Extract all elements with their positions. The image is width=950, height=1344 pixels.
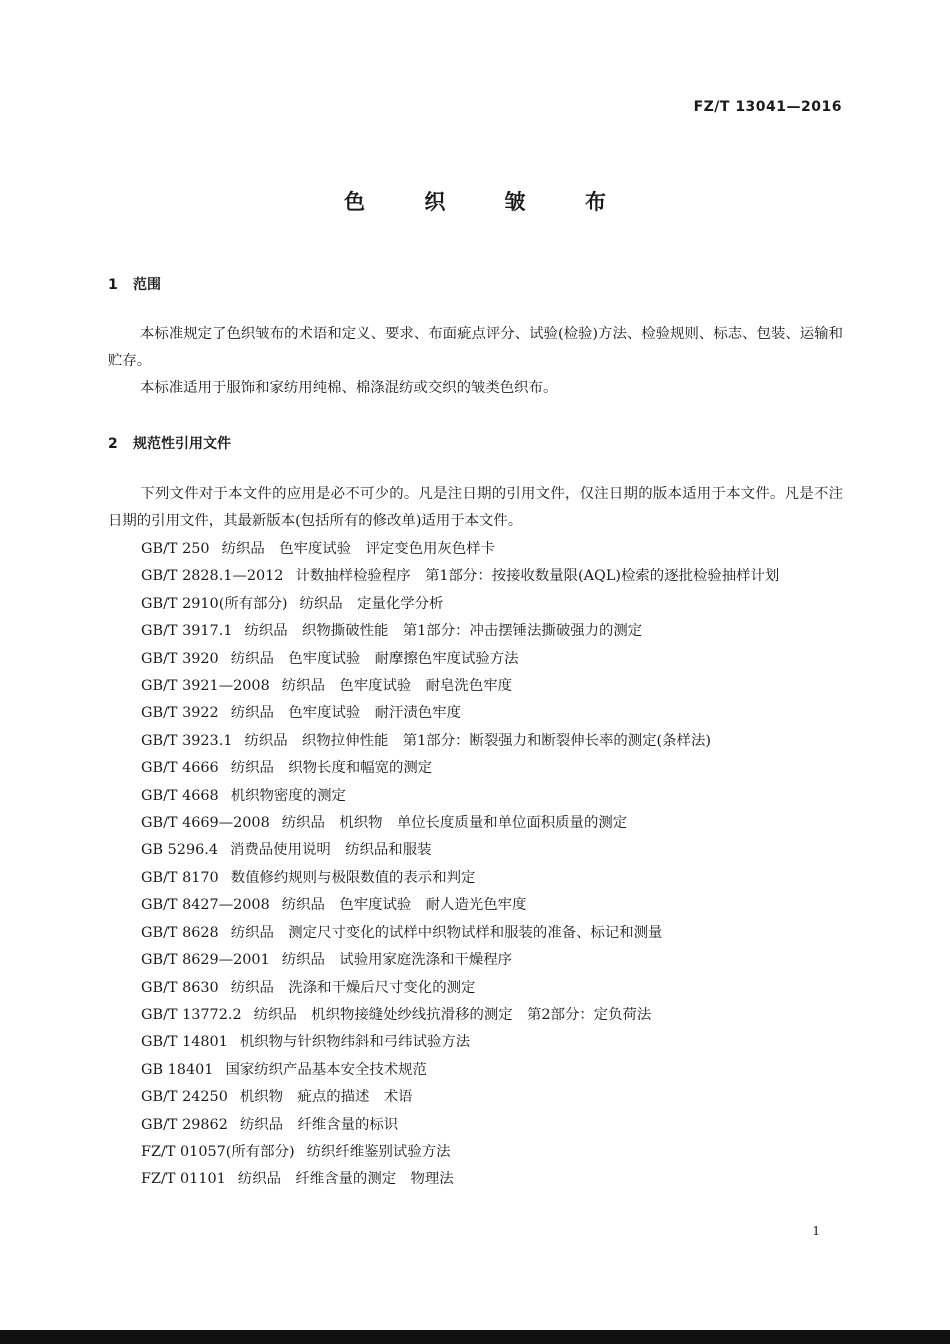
reference-code: GB/T 8628 xyxy=(141,924,219,941)
reference-title: 纺织品 试验用家庭洗涤和干燥程序 xyxy=(281,952,512,969)
reference-title: 纺织品 色牢度试验 耐人造光色牢度 xyxy=(281,897,527,914)
reference-code: GB/T 3917.1 xyxy=(141,623,233,640)
reference-item xyxy=(108,1029,843,1056)
reference-code: GB 5296.4 xyxy=(141,842,218,859)
reference-title: 纺织品 洗涤和干燥后尺寸变化的测定 xyxy=(230,979,476,996)
reference-title: 消费品使用说明 纺织品和服装 xyxy=(230,842,432,859)
reference-item xyxy=(108,673,843,700)
reference-code: GB/T 4669—2008 xyxy=(141,815,270,832)
reference-code: GB/T 29862 xyxy=(141,1116,228,1133)
reference-title: 纺织品 纤维含量的测定 物理法 xyxy=(237,1171,454,1188)
section-2-heading xyxy=(108,433,231,453)
normative-references-list xyxy=(108,536,843,1194)
document-title: 色 织 皱 布 xyxy=(344,190,632,214)
reference-item xyxy=(108,975,843,1002)
reference-code: GB/T 8427—2008 xyxy=(141,897,270,914)
paragraph-text: 本标准规定了色织皱布的术语和定义、要求、布面疵点评分、试验(检验)方法、检验规则、标志、包装、运输和贮存。 xyxy=(108,326,843,369)
reference-title: 纺织纤维鉴别试验方法 xyxy=(306,1143,451,1160)
section-number: 2 xyxy=(108,436,118,452)
reference-title: 纺织品 机织物接缝处纱线抗滑移的测定 第2部分：定负荷法 xyxy=(253,1006,652,1023)
reference-title: 纺织品 色牢度试验 耐摩擦色牢度试验方法 xyxy=(230,650,519,667)
section-number: 1 xyxy=(108,277,118,293)
paragraph-text: 本标准适用于服饰和家纺用纯棉、棉涤混纺或交织的皱类色织布。 xyxy=(140,380,558,396)
reference-item xyxy=(108,920,843,947)
reference-title: 纺织品 织物拉伸性能 第1部分：断裂强力和断裂伸长率的测定(条样法) xyxy=(244,732,711,749)
reference-code: GB/T 4668 xyxy=(141,787,219,804)
reference-item xyxy=(108,865,843,892)
reference-title: 纺织品 纤维含量的标识 xyxy=(239,1116,399,1133)
reference-title: 数值修约规则与极限数值的表示和判定 xyxy=(230,869,476,886)
reference-item xyxy=(108,783,843,810)
page-number: 1 xyxy=(812,1224,820,1238)
reference-code: GB/T 3923.1 xyxy=(141,732,233,749)
reference-item xyxy=(108,1057,843,1084)
reference-item xyxy=(108,755,843,782)
section-1-paragraph-2 xyxy=(108,375,843,402)
reference-item xyxy=(108,536,843,563)
reference-code: GB/T 3920 xyxy=(141,650,219,667)
reference-title: 纺织品 色牢度试验 耐皂洗色牢度 xyxy=(281,678,512,695)
reference-code: GB/T 250 xyxy=(141,541,210,557)
reference-title: 国家纺织产品基本安全技术规范 xyxy=(225,1061,427,1078)
reference-code: GB/T 8170 xyxy=(141,869,219,886)
reference-code: GB 18401 xyxy=(141,1061,214,1078)
reference-item xyxy=(108,563,843,590)
reference-code: FZ/T 01057(所有部分) xyxy=(141,1143,295,1160)
reference-code: GB/T 2910(所有部分) xyxy=(141,595,288,612)
reference-code: GB/T 4666 xyxy=(141,760,219,777)
section-title: 规范性引用文件 xyxy=(133,436,231,452)
reference-item xyxy=(108,1084,843,1111)
reference-item xyxy=(108,646,843,673)
reference-code: GB/T 3921—2008 xyxy=(141,678,270,695)
reference-code: GB/T 8629—2001 xyxy=(141,952,270,969)
reference-title: 机织物与针织物纬斜和弓纬试验方法 xyxy=(239,1034,471,1051)
reference-item xyxy=(108,1112,843,1139)
section-2-paragraph-1 xyxy=(108,481,843,535)
reference-code: GB/T 13772.2 xyxy=(141,1006,242,1023)
reference-title: 计数抽样检验程序 第1部分：按接收数量限(AQL)检索的逐批检验抽样计划 xyxy=(295,568,780,585)
reference-item xyxy=(108,837,843,864)
reference-item xyxy=(108,810,843,837)
reference-item xyxy=(108,1139,843,1166)
section-1-paragraph-1 xyxy=(108,321,843,375)
reference-code: GB/T 8630 xyxy=(141,979,219,996)
reference-title: 纺织品 定量化学分析 xyxy=(299,595,444,612)
reference-code: GB/T 2828.1—2012 xyxy=(141,568,284,585)
reference-title: 纺织品 测定尺寸变化的试样中织物试样和服装的准备、标记和测量 xyxy=(230,924,663,941)
reference-item xyxy=(108,892,843,919)
reference-code: GB/T 3922 xyxy=(141,705,219,722)
reference-title: 机织物密度的测定 xyxy=(230,787,346,804)
reference-title: 纺织品 机织物 单位长度质量和单位面积质量的测定 xyxy=(281,815,628,832)
page-bottom-edge xyxy=(0,1330,950,1344)
reference-title: 纺织品 色牢度试验 耐汗渍色牢度 xyxy=(230,705,461,722)
paragraph-text: 下列文件对于本文件的应用是必不可少的。凡是注日期的引用文件，仅注日期的版本适用于本文件。凡是不注日期的引用文件，其最新版本(包括所有的修改单)适用于本文件。 xyxy=(108,486,843,529)
section-1-heading xyxy=(108,274,161,294)
reference-code: FZ/T 01101 xyxy=(141,1171,226,1188)
reference-code: GB/T 24250 xyxy=(141,1089,228,1106)
reference-item xyxy=(108,700,843,727)
reference-item xyxy=(108,1166,843,1193)
reference-title: 纺织品 织物撕破性能 第1部分：冲击摆锤法撕破强力的测定 xyxy=(244,623,643,640)
section-title: 范围 xyxy=(133,277,161,293)
reference-code: GB/T 14801 xyxy=(141,1034,228,1051)
reference-item xyxy=(108,947,843,974)
reference-item xyxy=(108,591,843,618)
reference-title: 纺织品 织物长度和幅宽的测定 xyxy=(230,760,433,777)
reference-item xyxy=(108,618,843,645)
reference-title: 纺织品 色牢度试验 评定变色用灰色样卡 xyxy=(221,541,495,557)
reference-item xyxy=(108,728,843,755)
reference-item xyxy=(108,1002,843,1029)
reference-title: 机织物 疵点的描述 术语 xyxy=(239,1089,413,1106)
standard-code: FZ/T 13041—2016 xyxy=(693,99,842,115)
